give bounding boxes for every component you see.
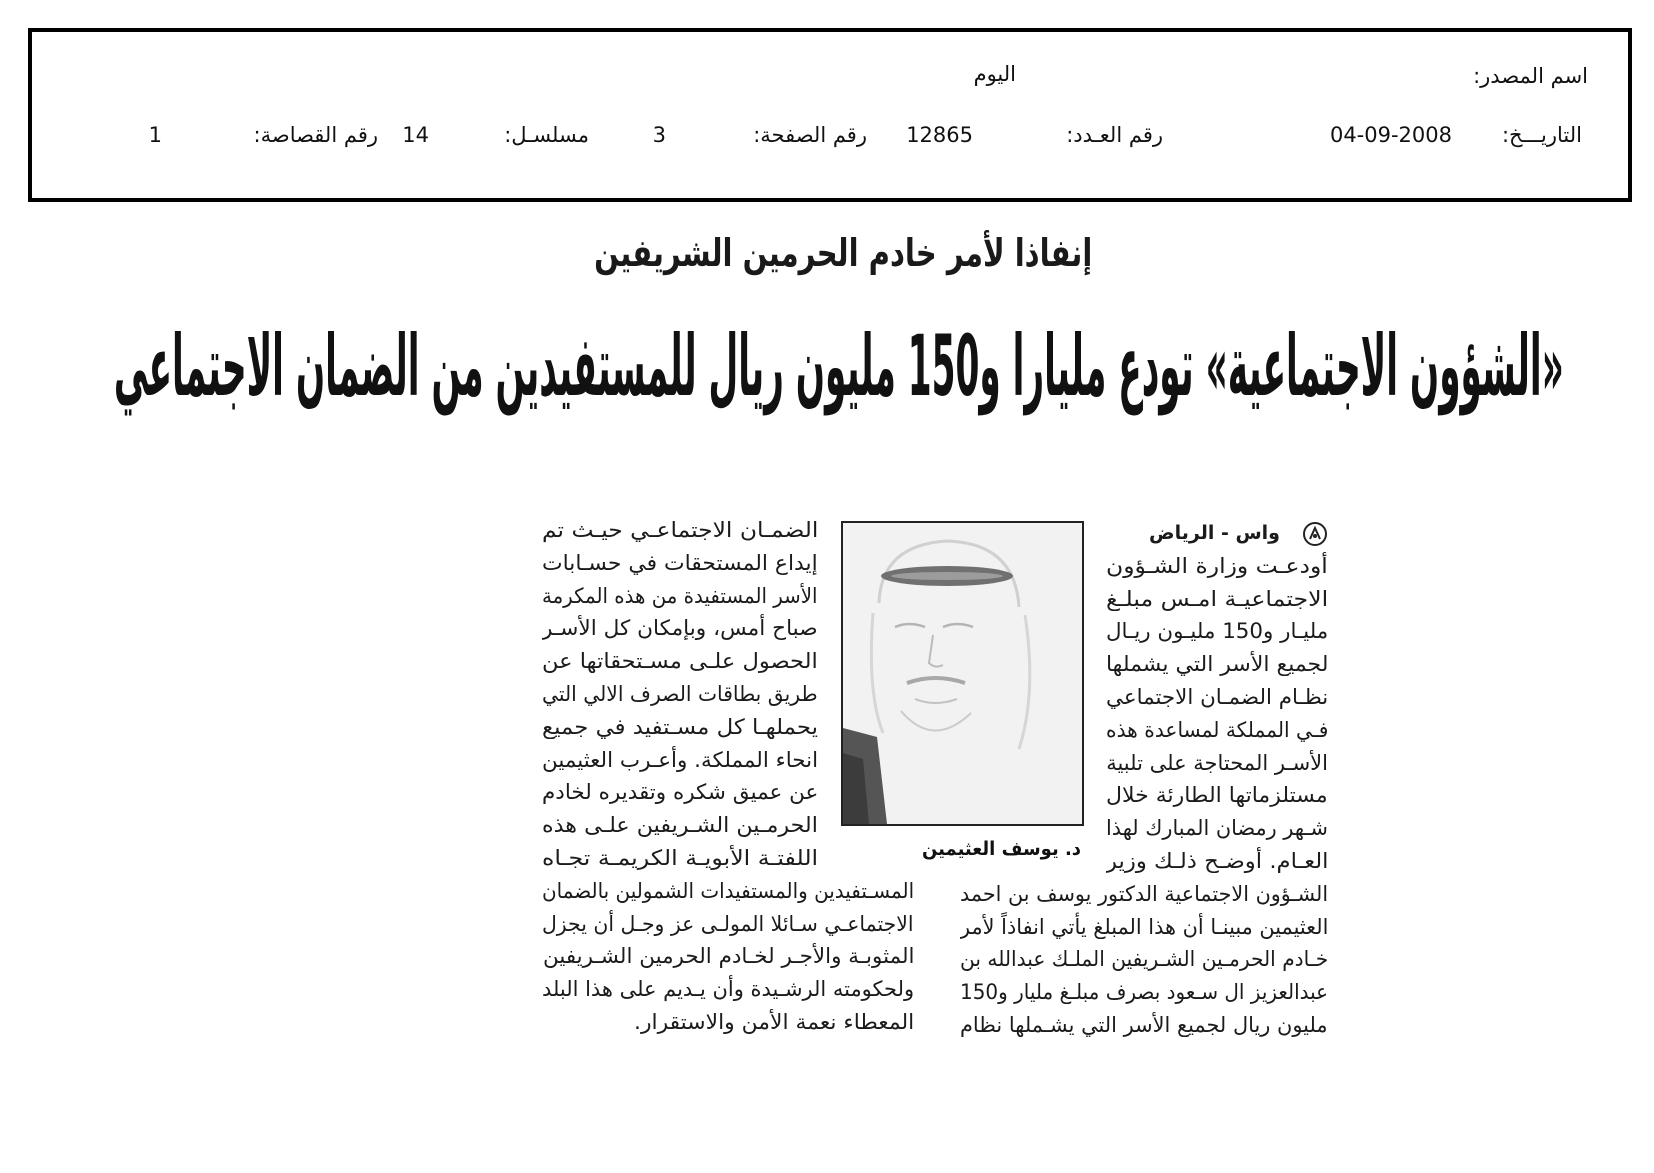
- line-text: خـادم الحرمـين الشـريفين الملـك عبدالله بن: [960, 947, 1328, 972]
- page-label: رقم الصفحة:: [753, 123, 867, 147]
- left-column-line: [542, 842, 818, 875]
- line-text: طريق بطاقات الصرف الالي التي: [542, 681, 818, 706]
- line-text: عن عميق شكره وتقديره لخادم: [542, 780, 818, 805]
- page-value: 3: [652, 123, 666, 147]
- line-text: العـام. أوضـح ذلـك وزير: [1106, 848, 1328, 873]
- line-text: اللفتـة الأبويـة الكريمـة تجـاه: [542, 845, 818, 870]
- right-column-line: [1106, 779, 1328, 812]
- right-column-line: [960, 943, 1328, 976]
- right-column-line: [1106, 681, 1328, 714]
- agency-logo-icon: [1302, 521, 1328, 547]
- agency-logo-icon: [1302, 521, 1328, 547]
- line-text: الحرمـين الشـريفين علـى هذه: [542, 813, 818, 838]
- line-text: ولحكومته الرشـيدة وأن يـديم على هذا البلد: [542, 977, 914, 1002]
- article-left-column: [542, 514, 914, 1039]
- issue-label: رقم العـدد:: [1066, 123, 1163, 147]
- headline-box: [114, 308, 1564, 424]
- line-text: شـهر رمضان المبارك لهذا: [1106, 816, 1328, 841]
- clipping-label: رقم القصاصة:: [253, 123, 378, 147]
- clipping-value: 1: [148, 123, 162, 147]
- line-text: انحاء المملكة. وأعـرب العثيمين: [542, 747, 818, 772]
- line-text: الاجتماعيـة امـس مبلـغ: [1106, 586, 1328, 611]
- line-text: مليـار و150 مليـون ريـال: [1106, 619, 1328, 644]
- right-column-line: [960, 1009, 1328, 1042]
- left-column-line: [542, 678, 818, 711]
- headline: «الشؤون الاجتماعية» تودع مليارا و150 مليون ريال للمستفيدين من الضمان الاجتماعي: [114, 317, 1564, 415]
- line-text: المثوبـة والأجـر لخـادم الحرمين الشـريفين: [542, 944, 914, 969]
- kicker-box: [594, 230, 1092, 276]
- right-column-line: [1106, 747, 1328, 780]
- left-column-line: [542, 580, 818, 613]
- left-column-line: [542, 973, 914, 1006]
- right-column-line: [1106, 648, 1328, 681]
- line-text: أودعـت وزارة الشـؤون: [1106, 553, 1328, 578]
- source-value: اليوم: [973, 62, 1016, 86]
- left-column-line: [542, 809, 818, 842]
- line-text: فـي المملكة لمساعدة هذه: [1106, 717, 1328, 742]
- right-column-line: [1106, 714, 1328, 747]
- date-label: التاريـــخ:: [1501, 123, 1582, 147]
- right-column-line: [1106, 550, 1328, 583]
- serial-label: مسلسـل:: [504, 123, 589, 147]
- line-text: مستلزماتها الطارئة خلال: [1106, 783, 1328, 808]
- right-column-line: [960, 878, 1328, 911]
- date-value: 04-09-2008: [1329, 123, 1452, 147]
- line-text: عبدالعزيز ال سـعود بصرف مبلـغ مليار و150: [960, 980, 1328, 1005]
- left-column-line: [542, 744, 818, 777]
- right-column-line: [960, 976, 1328, 1009]
- line-text: صباح أمس، وبإمكان كل الأسـر: [542, 616, 818, 641]
- left-column-line: [542, 940, 914, 973]
- line-text: الأسـر المحتاجة على تلبية: [1106, 750, 1328, 775]
- right-column-line: [1106, 615, 1328, 648]
- source-label: اسم المصدر:: [1473, 64, 1588, 88]
- dateline-text: واس - الرياض: [1149, 522, 1280, 544]
- line-text: الاجتماعـي سـائلا المولـى عز وجـل أن يجزل: [542, 911, 914, 936]
- right-column-line: [1106, 845, 1328, 878]
- line-text: الضمـان الاجتماعـي حيـث تم: [542, 518, 818, 542]
- line-text: مليون ريال لجميع الأسر التي يشـملها نظام: [960, 1012, 1328, 1037]
- left-column-line: [542, 711, 818, 744]
- line-text: الأسر المستفيدة من هذه المكرمة: [542, 583, 818, 608]
- line-text: نظـام الضمـان الاجتماعي: [1106, 684, 1328, 709]
- right-column-line: [1106, 583, 1328, 616]
- left-column-line: [542, 908, 914, 941]
- issue-value: 12865: [906, 123, 973, 147]
- line-text: الشـؤون الاجتماعية الدكتور يوسف بن احمد: [960, 881, 1328, 906]
- photo-caption: د. يوسف العثيمين: [922, 838, 1081, 860]
- logo-dot: [1313, 534, 1317, 538]
- left-column-line: [542, 612, 818, 645]
- line-text: إيداع المستحقات في حسـابات: [542, 550, 818, 575]
- line-text: العثيمين مبينـا أن هذا المبلغ يأتي انفاذاً لأمر: [960, 914, 1328, 939]
- kicker: إنفاذا لأمر خادم الحرمين الشريفين: [594, 231, 1092, 275]
- serial-value: 14: [402, 123, 429, 147]
- line-text: المعطاء نعمة الأمن والاستقرار.: [634, 1009, 914, 1034]
- line-text: يحملهـا كل مسـتفيد في جميع: [542, 714, 818, 739]
- dateline: [1106, 517, 1328, 550]
- clipping-info-box: [28, 28, 1632, 202]
- left-column-line: [542, 776, 818, 809]
- right-column-line: [1106, 812, 1328, 845]
- left-column-line: [542, 547, 818, 580]
- line-text: المسـتفيدين والمستفيدات الشمولين بالضمان: [542, 878, 914, 903]
- left-column-line: [542, 514, 818, 547]
- right-column-line: [960, 911, 1328, 944]
- left-column-line: [542, 645, 818, 678]
- line-text: الحصول علـى مسـتحقاتها عن: [542, 649, 818, 674]
- left-column-line: [542, 875, 914, 908]
- photo-caption-box: [922, 834, 1081, 864]
- line-text: لجميع الأسر التي يشملها: [1106, 652, 1328, 677]
- left-column-line: [634, 1006, 914, 1039]
